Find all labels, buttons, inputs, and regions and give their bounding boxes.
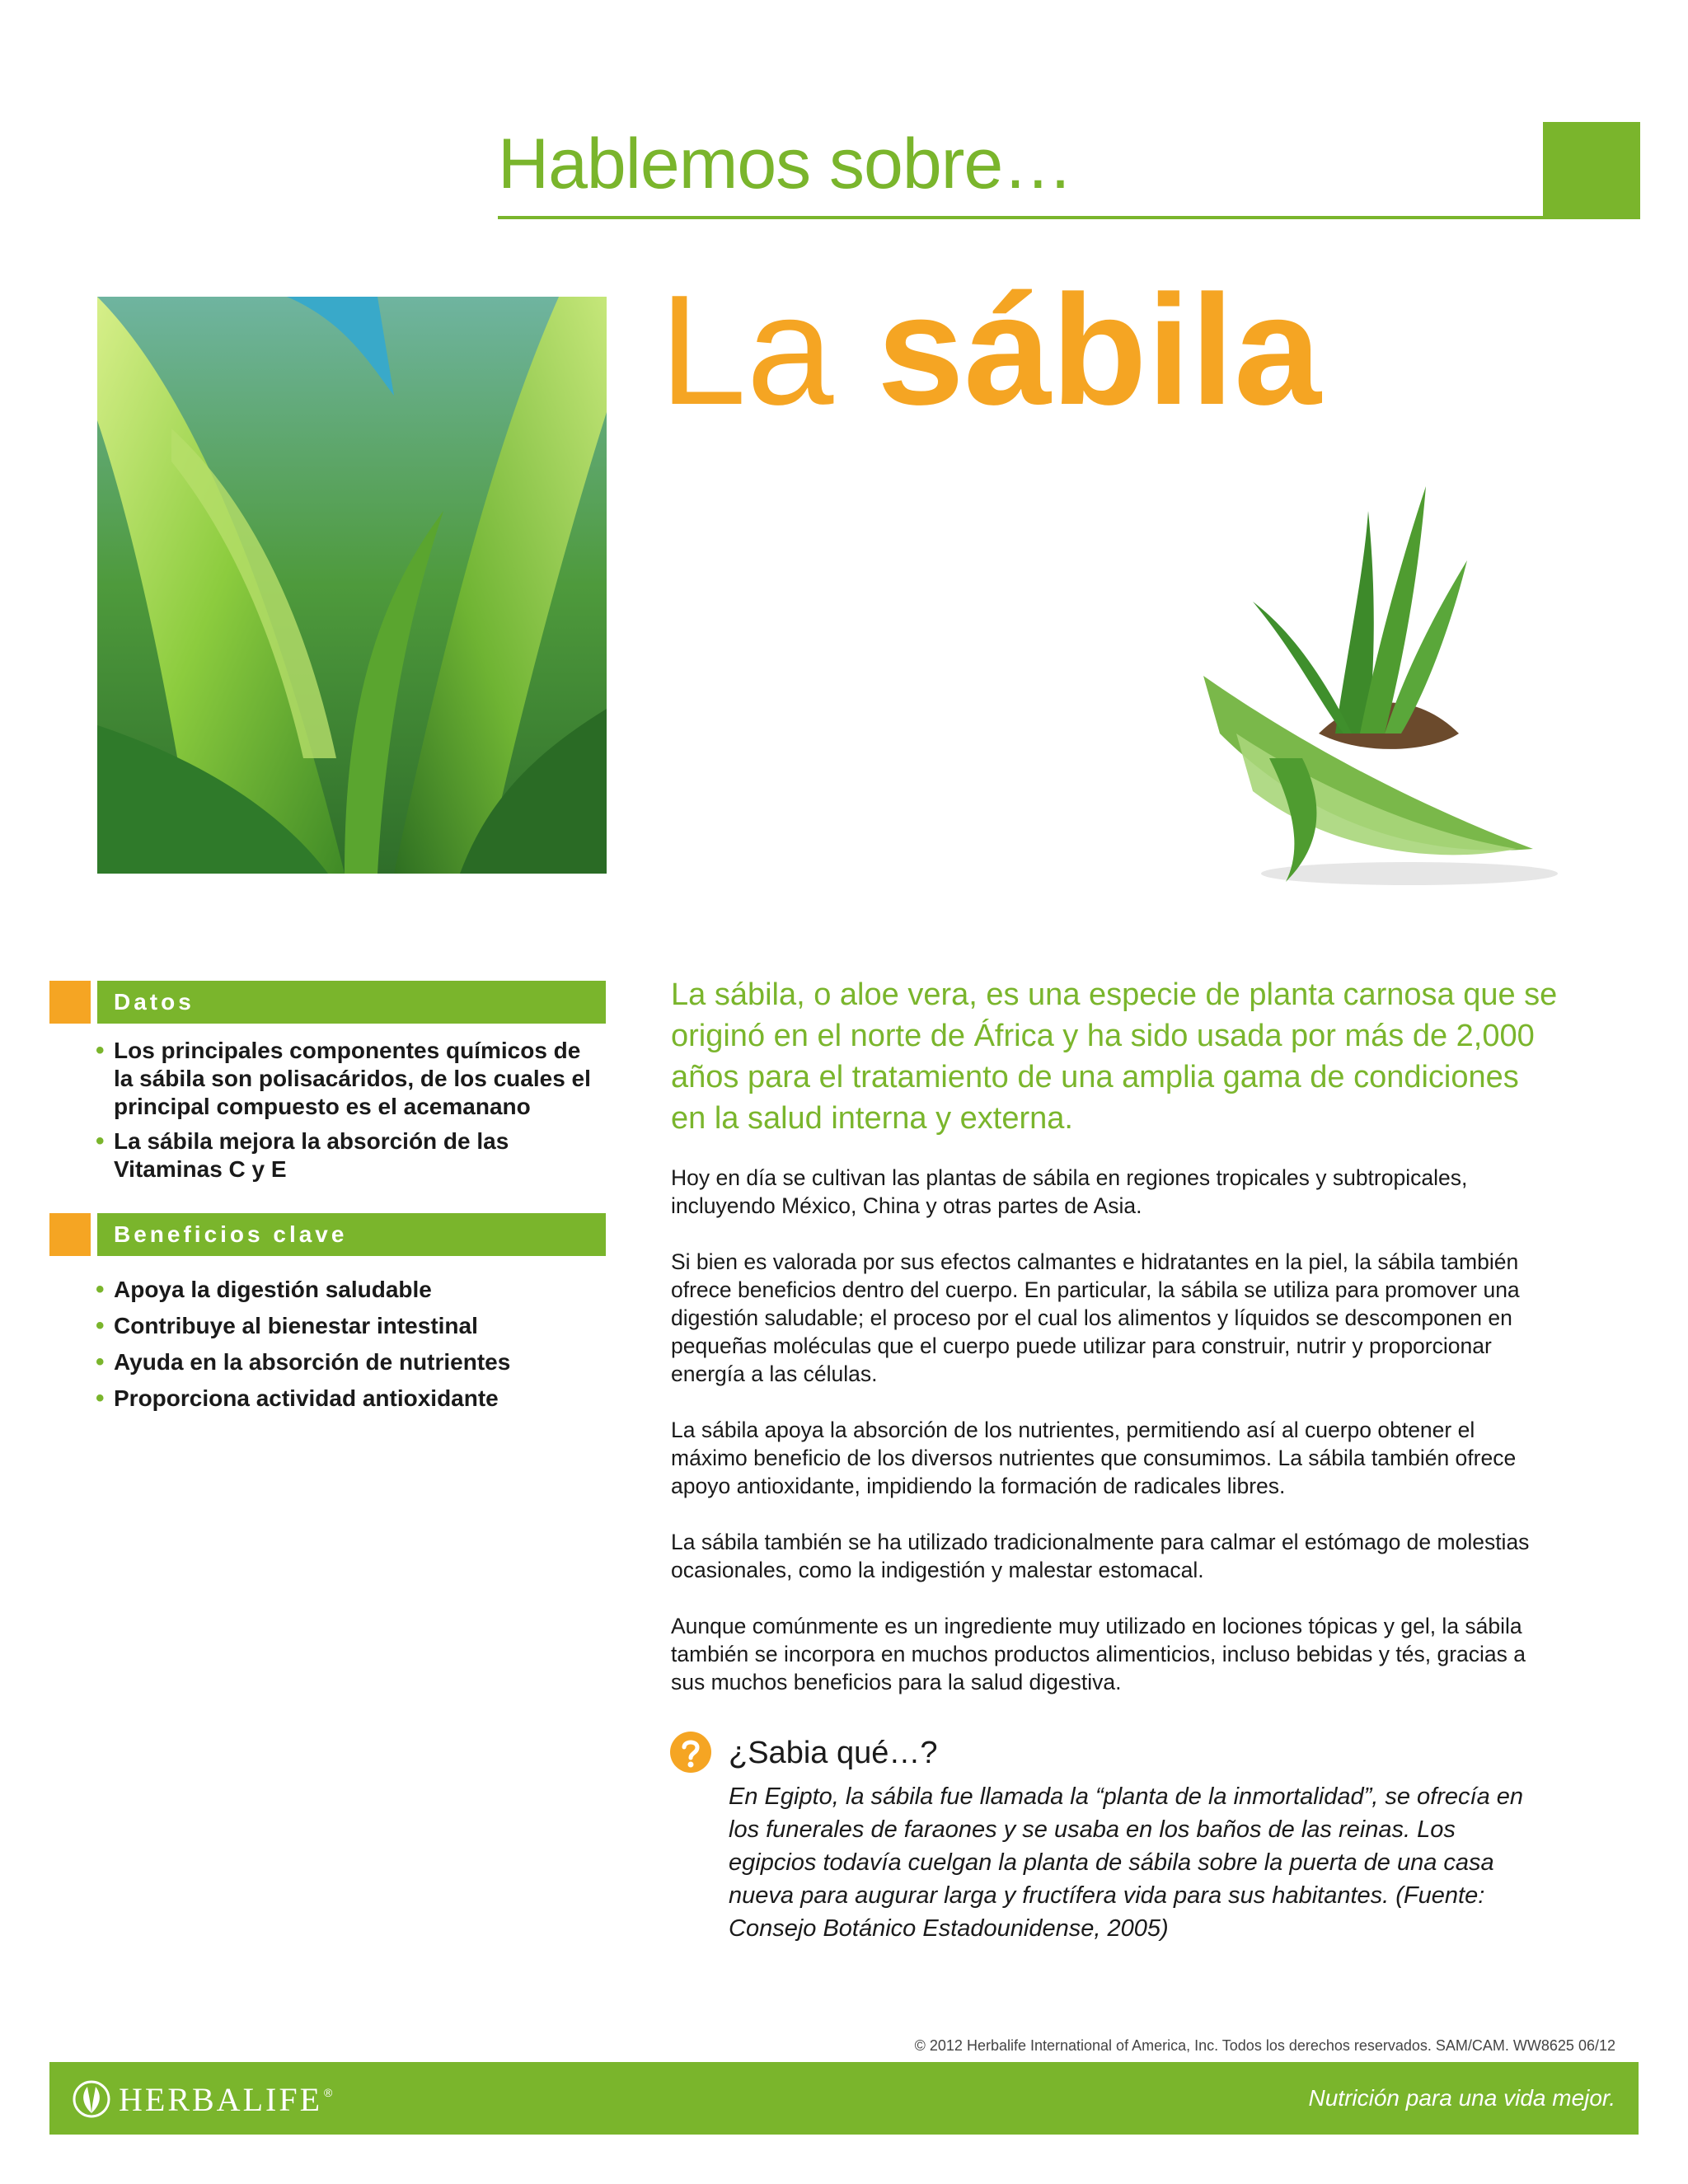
datos-header	[49, 981, 606, 1024]
page-title	[659, 263, 1321, 438]
datos-section	[49, 981, 606, 1183]
page-title-light: La	[659, 263, 878, 438]
beneficios-list	[49, 1276, 606, 1413]
bullet-icon: •	[96, 1276, 105, 1303]
aloe-leaves-photo	[97, 297, 607, 874]
body-paragraph-4: La sábila también se ha utilizado tradicionalmente para calmar el estómago de molestias ocasionales, como la indigestión y malestar estomacal.	[671, 1530, 1530, 1582]
aloe-plant-photo	[1187, 486, 1574, 898]
beneficios-header	[49, 1213, 606, 1256]
datos-title: Datos	[97, 981, 606, 1024]
body-paragraph-3: La sábila apoya la absorción de los nutrientes, permitiendo así al cuerpo obtener el máximo beneficio de los diversos nutrientes que consumimos. La sábila también ofrece apoyo antioxidante, impidiendo la formación de radicales libres.	[671, 1418, 1517, 1498]
page-title-bold: sábila	[877, 263, 1321, 438]
tagline: Nutrición para una vida mejor.	[1308, 2085, 1615, 2111]
datos-list	[49, 1037, 606, 1183]
header-rule	[498, 216, 1543, 219]
bullet-icon: •	[96, 1348, 105, 1376]
question-icon	[669, 1731, 712, 1774]
body-paragraph-2: Si bien es valorada por sus efectos calmantes e hidratantes en la piel, la sábila también ofrece beneficios dentro del cuerpo. En particular, la sábila se utiliza para promover una digestión saludable; el proceso por el cual los alimentos y líquidos se descomponen en pequeñas moléculas que el cuerpo puede utilizar para construir, nutrir y proporcionar energía a las células.	[671, 1249, 1520, 1386]
header-accent-square	[1543, 122, 1640, 219]
list-item: • Apoya la digestión saludable	[96, 1276, 432, 1303]
list-item: • Los principales componentes químicos de la sábila son polisacáridos, de los cuales el principal compuesto es el acemanano	[96, 1037, 591, 1119]
leaf-logo-icon	[73, 2080, 110, 2118]
did-you-know-text: En Egipto, la sábila fue llamada la “planta de la inmortalidad”, se ofrecía en los funerales de faraones y se usaba en los baños de las reinas. Los egipcios todavía cuelgan la planta de sábila sobre la puerta de una casa nueva para augurar larga y fructífera vida para sus habitantes. (Fuente: Consejo Botánico Estadounidense, 2005)	[729, 1783, 1524, 1942]
lead-paragraph: La sábila, o aloe vera, es una especie de planta carnosa que se originó en el norte de África y ha sido usada por más de 2,000 años para el tratamiento de una amplia gama de condiciones en la salud interna y externa.	[671, 977, 1558, 1136]
logo-registered-mark: ®	[324, 2086, 333, 2099]
list-item: • Ayuda en la absorción de nutrientes	[96, 1348, 511, 1376]
body-paragraph-5: Aunque comúnmente es un ingrediente muy utilizado en lociones tópicas y gel, la sábila también se incorpora en muchos productos alimenticios, incluso bebidas y tés, gracias a sus muchos beneficios para la salud digestiva.	[671, 1614, 1526, 1694]
beneficios-header-accent	[49, 1213, 91, 1256]
bullet-icon: •	[96, 1127, 105, 1155]
list-item: • Proporciona actividad antioxidante	[96, 1385, 499, 1412]
beneficios-section	[49, 1213, 606, 1413]
herbalife-logo	[73, 2079, 332, 2120]
datos-header-accent	[49, 981, 91, 1024]
logo-text: HERBALIFE	[119, 2080, 322, 2118]
list-item: • La sábila mejora la absorción de las Vitaminas C y E	[96, 1127, 509, 1182]
bullet-icon: •	[96, 1385, 105, 1412]
body-paragraph-1: Hoy en día se cultivan las plantas de sábila en regiones tropicales y subtropicales, incluyendo México, China y otras partes de Asia.	[671, 1165, 1468, 1218]
bullet-icon: •	[96, 1312, 105, 1339]
header-title: Hablemos sobre…	[498, 124, 1073, 204]
did-you-know-title: ¿Sabia qué…?	[729, 1736, 938, 1770]
beneficios-title: Beneficios clave	[97, 1213, 606, 1256]
copyright: © 2012 Herbalife International of America, Inc. Todos los derechos reservados. SAM/CAM. WW8625 06/12	[914, 2037, 1615, 2054]
bullet-icon: •	[96, 1037, 105, 1064]
list-item: • Contribuye al bienestar intestinal	[96, 1312, 478, 1339]
